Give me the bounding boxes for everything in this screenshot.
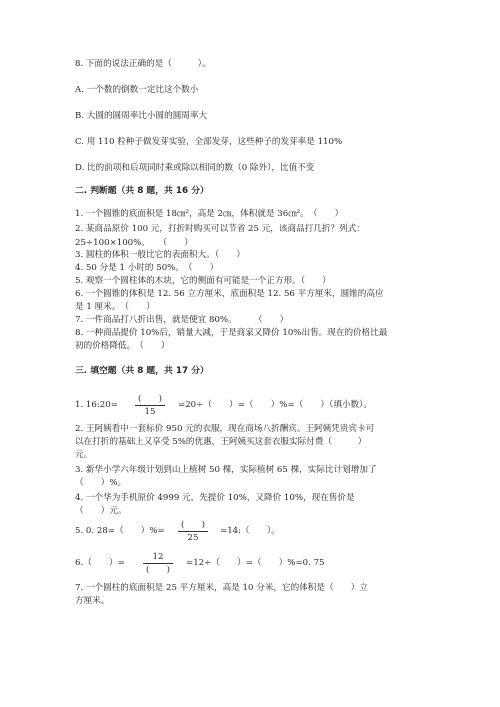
question-8-option-d: D. 比的前项和后项同时乘或除以相同的数（0 除外），比值不变 — [75, 163, 315, 173]
judge-line: 5. 观察一个圆柱体的木块，它的侧面有可能是一个正方形。（ ） — [75, 276, 331, 286]
fill-5-right: =14:（ ）。 — [220, 526, 280, 536]
fraction-numerator: ( ) — [178, 520, 208, 532]
judge-line: 8. 一种商品提价 10%后，销量大减，于是商家又降价 10%出售。现在的价格比最 — [75, 328, 388, 338]
fill-line: （ ）元。 — [75, 506, 127, 516]
fill-6-right: =12÷（ ）=（ ）%=0. 75 — [186, 558, 325, 568]
section-3-title: 三. 填空题（共 8 题，共 17 分） — [75, 366, 209, 376]
fill-1-fraction — [135, 394, 165, 417]
fill-line: 方厘米。 — [75, 596, 110, 606]
fraction-denominator: ( ) — [146, 565, 170, 575]
fill-5-fraction — [178, 520, 208, 543]
fraction-numerator: 12 — [143, 552, 173, 564]
judge-line: 2. 某商品原价 100 元，打折时购买可以节省 25 元，该商品打几折？列式： — [75, 224, 365, 234]
fill-line: （ ）%。 — [75, 478, 127, 488]
fraction-denominator: 15 — [144, 407, 156, 417]
fill-1-left: 1. 16:20= — [75, 400, 118, 410]
judge-line: 25÷100×100%。 （ ） — [75, 238, 193, 248]
fill-line: 4. 一个华为手机原价 4999 元，先提价 10%，又降价 10%，现在售价是 — [75, 493, 355, 503]
judge-line: 初的价格降低。 （ ） — [75, 341, 170, 351]
fill-line: 3. 新华小学六年级计划到山上植树 50 棵，实际植树 65 棵，实际比计划增加了 — [75, 465, 377, 475]
question-8-option-c: C. 用 110 粒种子做发芽实验，全部发芽，这些种子的发芽率是 110% — [75, 137, 343, 147]
fill-line: 元。 — [75, 450, 93, 460]
judge-line: 是 1 厘米。 （ ） — [75, 302, 155, 312]
judge-line: 4. 50 分是 1 小时的 50%。 （ ） — [75, 263, 219, 273]
fraction-denominator: 25 — [187, 533, 199, 543]
judge-line: 1. 一个圆锥的底面积是 18㎝²，高是 2㎝，体积就是 36㎝²。 （ ） — [75, 209, 344, 219]
question-8-stem: 8. 下面的说法正确的是（ ）。 — [75, 59, 211, 69]
fraction-numerator: ( ) — [135, 394, 165, 406]
fill-6-fraction — [143, 552, 173, 575]
judge-line: 7. 一件商品打八折出售，就是便宜 80%。 （ ） — [75, 315, 289, 325]
section-2-title: 二. 判断题（共 8 题，共 16 分） — [75, 186, 209, 196]
judge-line: 3. 圆柱的体积一般比它的表面积大。（ ） — [75, 250, 245, 260]
judge-line: 6. 一个圆锥的体积是 12. 56 立方厘米，底面积是 12. 56 平方厘米，圆锥的高应 — [75, 289, 384, 299]
fill-line: 7. 一个圆柱的底面积是 25 平方厘米，高是 10 分米，它的体积是（ ）立 — [75, 583, 368, 593]
fill-line: 以在打折的基础上又享受 5%的优惠，王阿姨买这套衣服实际付费（ ） — [75, 437, 367, 447]
question-8-option-a: A. 一个数的倒数一定比这个数小 — [75, 85, 199, 95]
question-8-option-b: B. 大圆的圆周率比小圆的圆周率大 — [75, 111, 208, 121]
fill-line: 2. 王阿姨看中一套标价 950 元的衣服，现在商场八折酬宾。王阿姨凭贵宾卡可 — [75, 424, 375, 434]
fill-1-right: =20÷（ ）=（ ）%=（ ）（填小数）。 — [178, 400, 372, 410]
fill-6-left: 6.（ ）= — [75, 558, 125, 568]
fill-5-left: 5. 0. 28=（ ）%= — [75, 526, 165, 536]
